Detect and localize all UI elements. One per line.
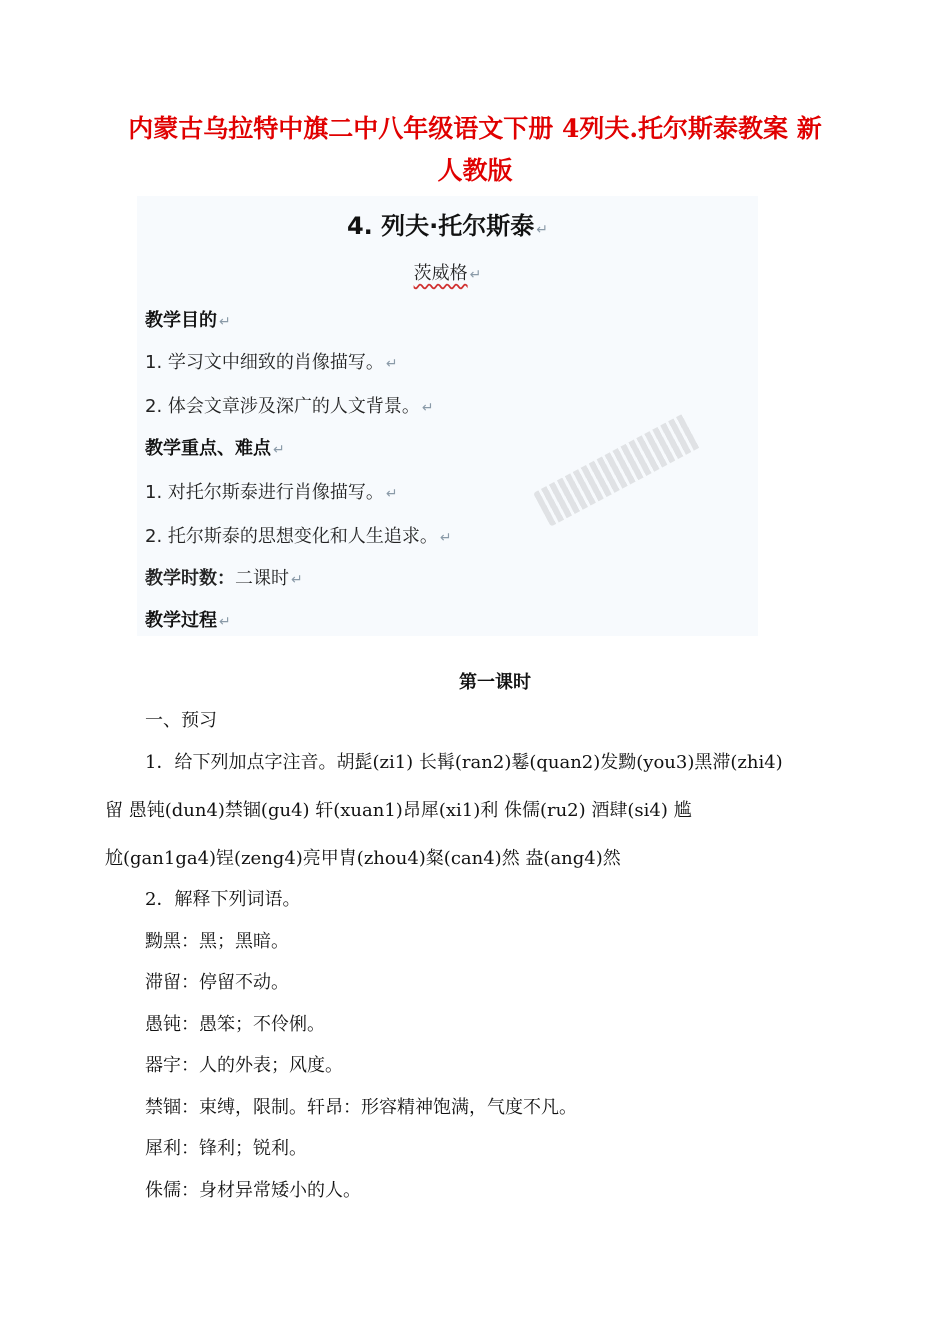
paragraph-mark-icon: ↵ bbox=[291, 572, 303, 588]
paragraph-mark-icon: ↵ bbox=[536, 222, 549, 238]
watermark-logo bbox=[533, 413, 701, 526]
document-title-line-2: 人教版 bbox=[437, 156, 513, 185]
paragraph-mark-icon: ↵ bbox=[421, 400, 434, 416]
definition-item: 犀利：锋利；锐利。 bbox=[145, 1138, 307, 1159]
paragraph-mark-icon: ↵ bbox=[439, 530, 452, 546]
definition-item: 滞留：停留不动。 bbox=[145, 972, 289, 993]
keypoint-2 bbox=[145, 522, 452, 548]
paragraph-mark-icon: ↵ bbox=[385, 486, 398, 502]
objectives-label-text: 教学目的 bbox=[145, 310, 217, 331]
definition-item: 黝黑：黑；黑暗。 bbox=[145, 931, 289, 952]
objective-1 bbox=[145, 348, 398, 374]
teaching-hours-label: 教学时数： bbox=[145, 568, 235, 589]
definition-item: 禁锢：束缚，限制。轩昂：形容精神饱满，气度不凡。 bbox=[145, 1097, 577, 1118]
embedded-author bbox=[137, 259, 758, 285]
definition-item: 器宇：人的外表；风度。 bbox=[145, 1055, 343, 1076]
question-1-line-1: 1．给下列加点字注音。胡髭(zi1) 长髯(ran2)鬈(quan2)发黝(you3)黑滞(zhi4) bbox=[145, 752, 783, 773]
document-title-line-1: 内蒙古乌拉特中旗二中八年级语文下册 4列夫.托尔斯泰教案 新 bbox=[128, 114, 822, 143]
process-label-text: 教学过程 bbox=[145, 610, 217, 631]
question-1-line-2: 留 愚钝(dun4)禁锢(gu4) 轩(xuan1)昂犀(xi1)利 侏儒(ru2) 酒肆(si4) 尴 bbox=[105, 800, 692, 821]
teaching-hours-value: 二课时 bbox=[235, 568, 289, 589]
objectives-label bbox=[145, 306, 231, 332]
keypoint-1-text: 1. 对托尔斯泰进行肖像描写。 bbox=[145, 482, 384, 503]
definition-item: 愚钝：愚笨；不伶俐。 bbox=[145, 1014, 325, 1035]
paragraph-mark-icon: ↵ bbox=[273, 442, 285, 458]
objective-2-text: 2. 体会文章涉及深广的人文背景。 bbox=[145, 396, 420, 417]
paragraph-mark-icon: ↵ bbox=[385, 356, 398, 372]
keypoints-label bbox=[145, 434, 285, 460]
lesson-title: 第一课时 bbox=[459, 672, 531, 693]
objective-2 bbox=[145, 392, 434, 418]
process-label bbox=[145, 606, 231, 632]
section-preview: 一、预习 bbox=[145, 710, 217, 731]
paragraph-mark-icon: ↵ bbox=[219, 614, 231, 630]
question-2: 2．解释下列词语。 bbox=[145, 889, 301, 910]
keypoint-1 bbox=[145, 478, 398, 504]
embedded-heading-text: 4. 列夫·托尔斯泰 bbox=[346, 212, 535, 240]
keypoints-label-text: 教学重点、难点 bbox=[145, 438, 271, 459]
embedded-screenshot bbox=[137, 196, 758, 636]
document-title bbox=[60, 108, 890, 192]
objective-1-text: 1. 学习文中细致的肖像描写。 bbox=[145, 352, 384, 373]
question-1-line-3: 尬(gan1ga4)锃(zeng4)亮甲胄(zhou4)粲(can4)然 盎(ang4)然 bbox=[105, 848, 621, 869]
embedded-author-text: 茨威格 bbox=[413, 263, 468, 284]
teaching-hours bbox=[145, 564, 303, 590]
keypoint-2-text: 2. 托尔斯泰的思想变化和人生追求。 bbox=[145, 526, 438, 547]
paragraph-mark-icon: ↵ bbox=[469, 267, 482, 283]
definition-item: 侏儒：身材异常矮小的人。 bbox=[145, 1180, 361, 1201]
embedded-heading bbox=[137, 206, 758, 241]
paragraph-mark-icon: ↵ bbox=[219, 314, 231, 330]
